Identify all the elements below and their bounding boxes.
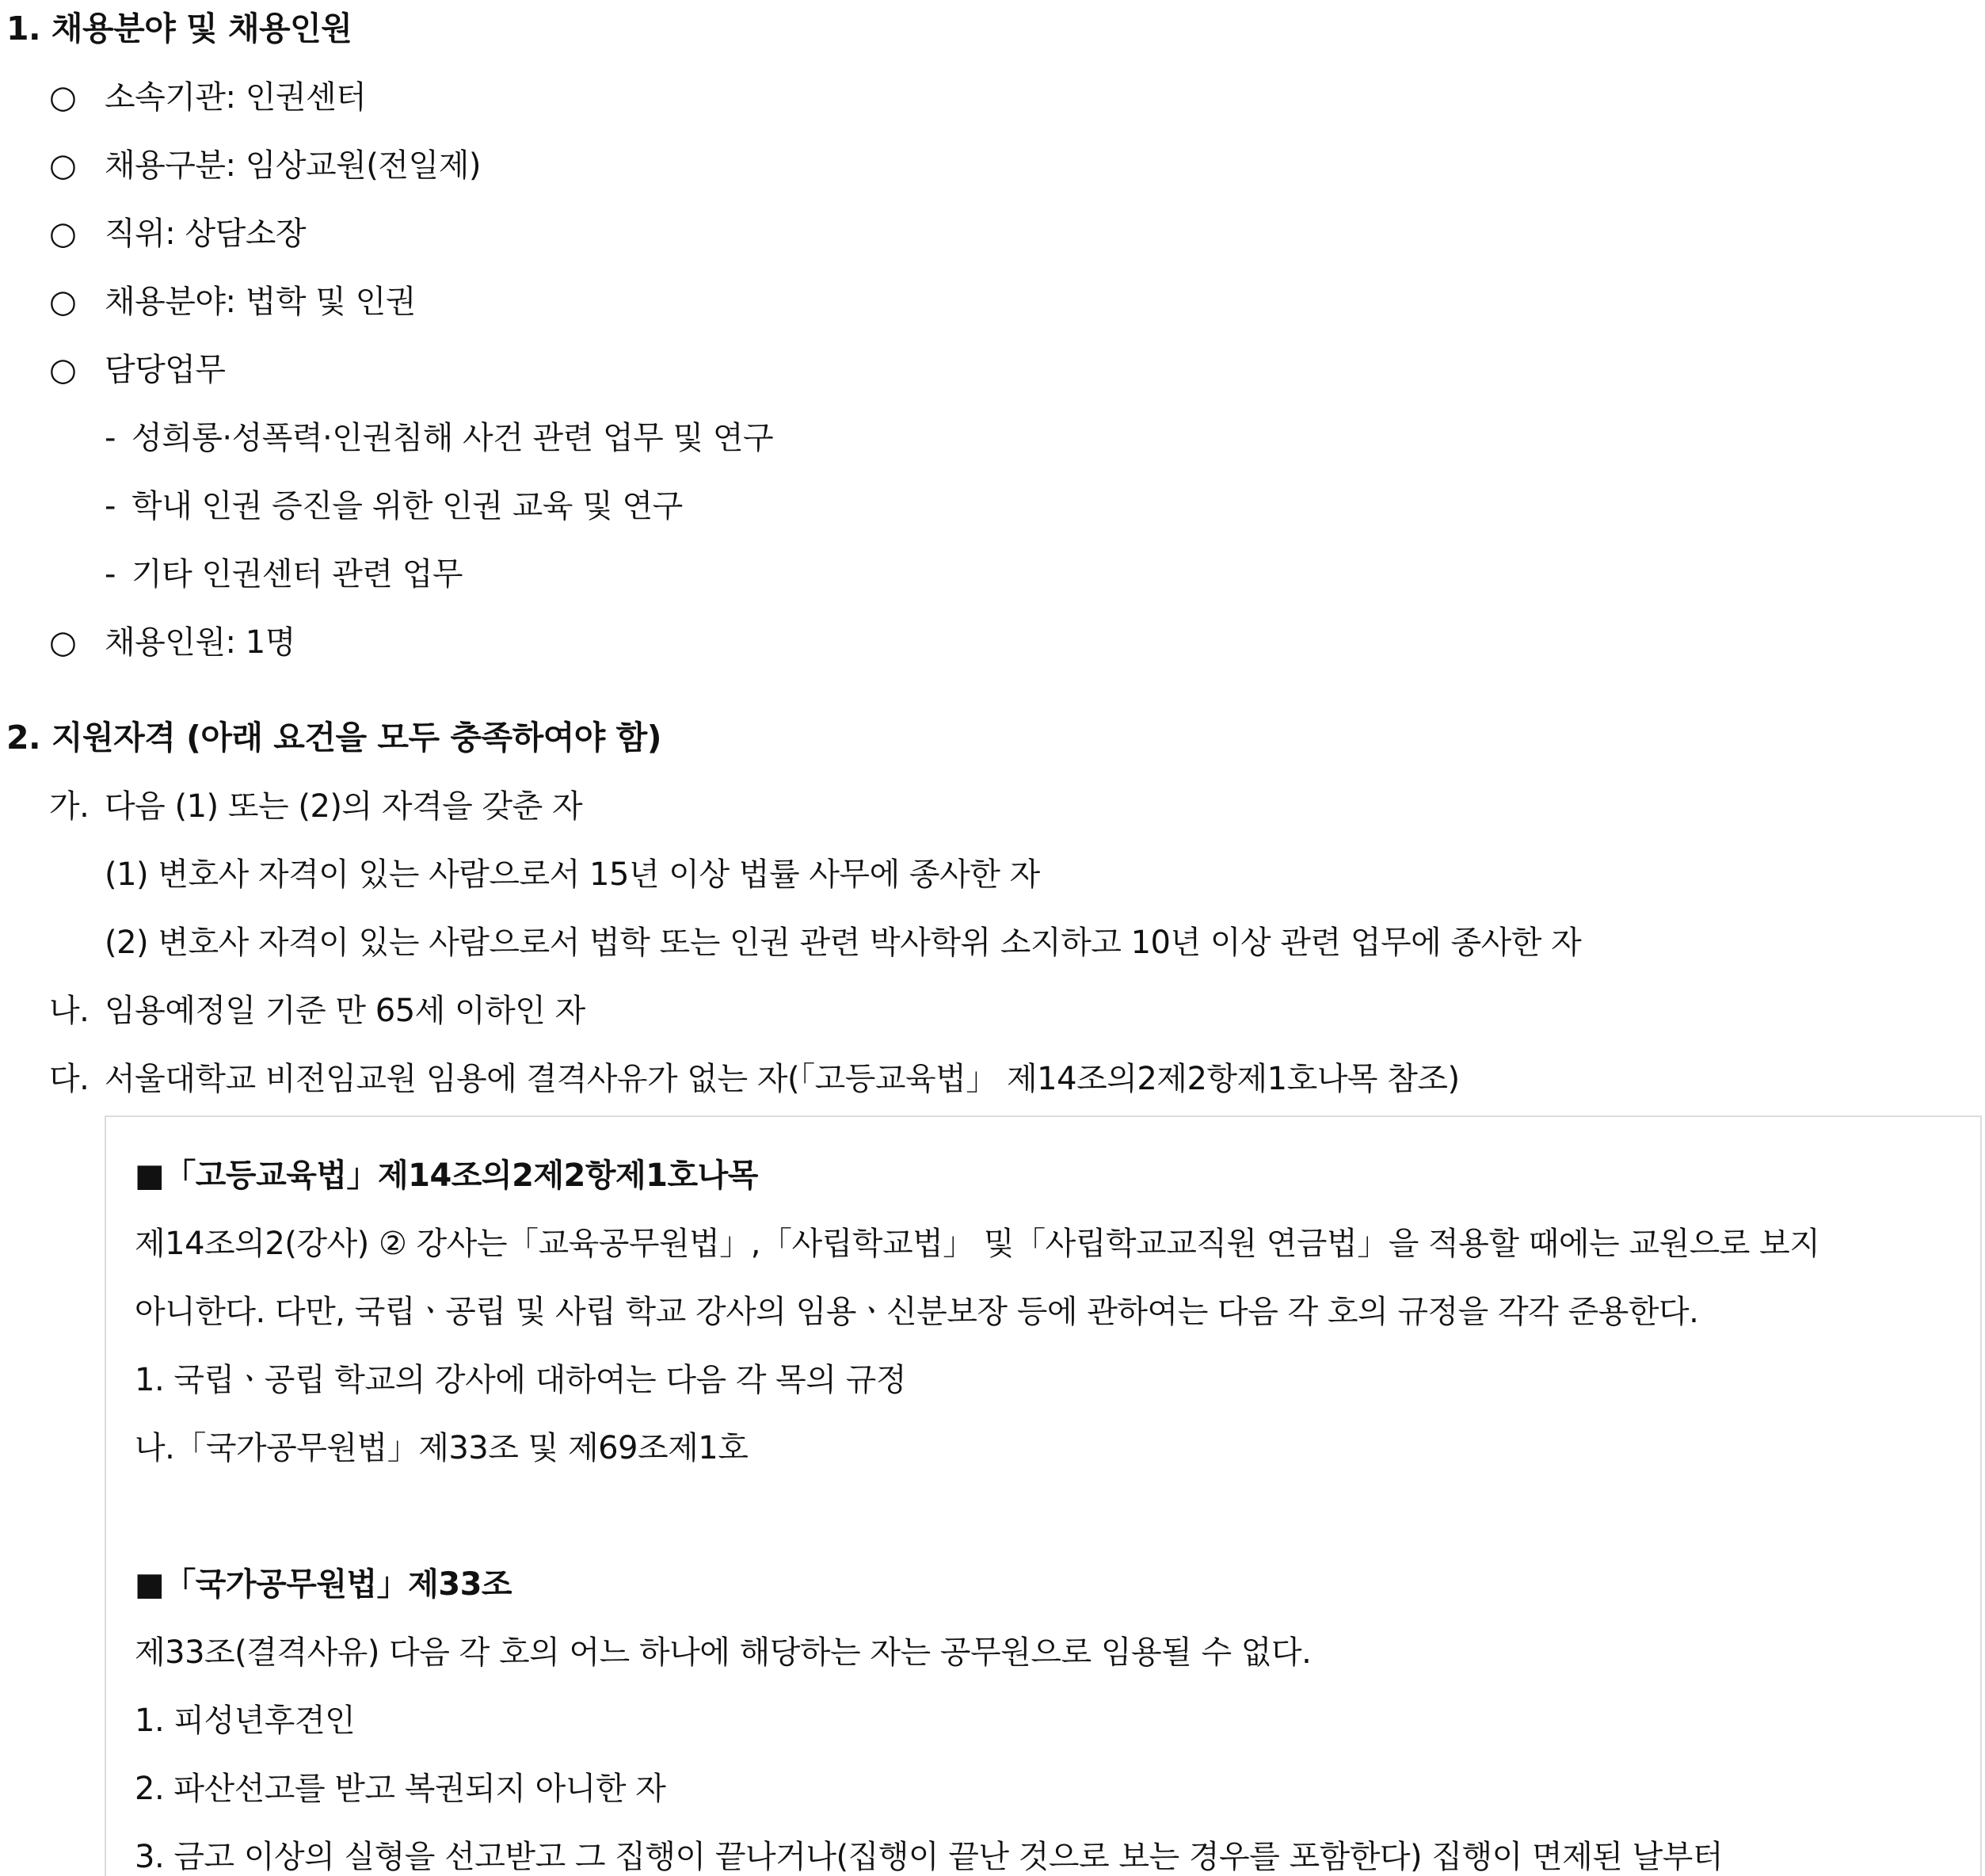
item-affiliation: 소속기관: 인권센터	[105, 79, 367, 116]
law-block-2-line: 제33조(결격사유) 다음 각 호의 어느 하나에 해당하는 자는 공무원으로 임용될 수 없다.	[135, 1634, 1312, 1671]
duty-item: 기타 인권센터 관련 업무	[131, 556, 463, 593]
section-1-heading: 1. 채용분야 및 채용인원	[6, 10, 352, 48]
duty-dash: -	[105, 556, 116, 593]
law-block-2-line: 2. 파산선고를 받고 복권되지 아니한 자	[135, 1771, 666, 1807]
bullet-circle: ○	[49, 147, 77, 184]
item-headcount: 채용인원: 1명	[105, 624, 295, 661]
bullet-circle: ○	[49, 624, 77, 661]
bullet-circle: ○	[49, 284, 77, 320]
qualification-da-text: 서울대학교 비전임교원 임용에 결격사유가 없는 자(「고등교육법」 제14조의2제2항제1호나목 참조)	[105, 1061, 1460, 1097]
item-duties: 담당업무	[105, 352, 226, 388]
bullet-circle: ○	[49, 79, 77, 116]
qualification-sub-1: (1) 변호사 자격이 있는 사람으로서 15년 이상 법률 사무에 종사한 자	[105, 856, 1040, 893]
law-block-1-line: 1. 국립ㆍ공립 학교의 강사에 대하여는 다음 각 목의 규정	[135, 1362, 906, 1398]
qualification-da-marker: 다.	[49, 1061, 90, 1097]
duty-item: 성희롱·성폭력·인권침해 사건 관련 업무 및 연구	[131, 420, 774, 456]
law-block-1-line: 아니한다. 다만, 국립ㆍ공립 및 사립 학교 강사의 임용ㆍ신분보장 등에 관하여는 다음 각 호의 규정을 각각 준용한다.	[135, 1294, 1699, 1330]
duty-item: 학내 인권 증진을 위한 인권 교육 및 연구	[131, 488, 683, 524]
law-block-2-heading: ■「국가공무원법」제33조	[135, 1566, 512, 1603]
item-position: 직위: 상담소장	[105, 215, 307, 252]
law-block-2-line: 1. 피성년후견인	[135, 1703, 356, 1739]
qualification-ga-marker: 가.	[49, 788, 90, 825]
duty-dash: -	[105, 488, 116, 524]
section-2-heading: 2. 지원자격 (아래 요건을 모두 충족하여야 함)	[6, 719, 662, 757]
qualification-sub-2: (2) 변호사 자격이 있는 사람으로서 법학 또는 인권 관련 박사학위 소지하고 10년 이상 관련 업무에 종사한 자	[105, 925, 1582, 961]
duty-dash: -	[105, 420, 116, 456]
item-employment-type: 채용구분: 임상교원(전일제)	[105, 147, 481, 184]
law-block-1-line: 나.「국가공무원법」제33조 및 제69조제1호	[135, 1430, 749, 1466]
qualification-na-marker: 나.	[49, 993, 90, 1029]
item-field: 채용분야: 법학 및 인권	[105, 284, 416, 320]
bullet-circle: ○	[49, 215, 77, 252]
bullet-circle: ○	[49, 352, 77, 388]
law-block-1-heading: ■「고등교육법」제14조의2제2항제1호나목	[135, 1157, 758, 1194]
law-block-2-line: 3. 금고 이상의 실형을 선고받고 그 집행이 끝나거나(집행이 끝난 것으로 보는 경우를 포함한다) 집행이 면제된 날부터	[135, 1839, 1724, 1875]
qualification-ga-text: 다음 (1) 또는 (2)의 자격을 갖춘 자	[105, 788, 583, 825]
qualification-na-text: 임용예정일 기준 만 65세 이하인 자	[105, 993, 585, 1029]
law-block-1-line: 제14조의2(강사) ② 강사는「교육공무원법」,「사립학교법」 및「사립학교교직원 연금법」을 적용할 때에는 교원으로 보지	[135, 1226, 1820, 1262]
